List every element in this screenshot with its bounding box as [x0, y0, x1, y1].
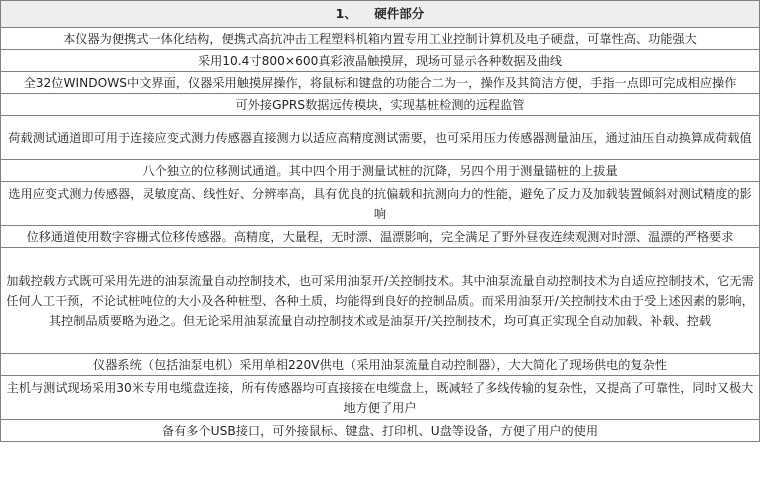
spec-cell: 本仪器为便携式一体化结构，便携式高抗冲击工程塑料机箱内置专用工业控制计算机及电子硬盘，可靠性高、功能强大	[1, 28, 760, 50]
spec-cell: 位移通道使用数字容栅式位移传感器。高精度，大量程，无时漂、温漂影响，完全满足了野外昼夜连续观测对时漂、温漂的严格要求	[1, 226, 760, 248]
spec-row	[1, 420, 760, 442]
section-header-row	[1, 1, 760, 28]
spec-row	[1, 116, 760, 160]
spec-cell: 加载控载方式既可采用先进的油泵流量自动控制技术，也可采用油泵开/关控制技术。其中油泵流量自动控制技术为自适应控制技术，它无需任何人工干预，不论试桩吨位的大小及各种桩型、各种土质，均能得到良好的控制品质。而采用油泵开/关控制技术由于受上述因素的影响，其控制品质要略为逊之。但无论采用油泵流量自动控制技术或是油泵开/关控制技术，均可真正实现全自动加载、补载、控载	[1, 248, 760, 354]
spec-cell: 荷载测试通道即可用于连接应变式测力传感器直接测力以适应高精度测试需要，也可采用压力传感器测量油压，通过油压自动换算成荷载值	[1, 116, 760, 160]
spec-row	[1, 50, 760, 72]
spec-cell: 主机与测试现场采用30米专用电缆盘连接，所有传感器均可直接接在电缆盘上，既减轻了多线传输的复杂性，又提高了可靠性，同时又极大地方便了用户	[1, 376, 760, 420]
spec-row	[1, 72, 760, 94]
spec-cell: 备有多个USB接口，可外接鼠标、键盘、打印机、U盘等设备，方便了用户的使用	[1, 420, 760, 442]
section-number: 1、	[335, 6, 357, 21]
section-header-cell	[1, 1, 760, 28]
spec-row	[1, 248, 760, 354]
spec-cell: 仪器系统（包括油泵电机）采用单相220V供电（采用油泵流量自动控制器），大大简化了现场供电的复杂性	[1, 354, 760, 376]
spec-row	[1, 376, 760, 420]
spec-row	[1, 354, 760, 376]
spec-row	[1, 94, 760, 116]
spec-cell: 采用10.4寸800×600真彩液晶触摸屏，现场可显示各种数据及曲线	[1, 50, 760, 72]
spec-row	[1, 28, 760, 50]
spec-cell: 全32位WINDOWS中文界面，仪器采用触摸屏操作，将鼠标和键盘的功能合二为一，操作及其简洁方便，手指一点即可完成相应操作	[1, 72, 760, 94]
section-title: 硬件部分	[374, 6, 425, 21]
spec-cell: 八个独立的位移测试通道。其中四个用于测量试桩的沉降，另四个用于测量锚桩的上拔量	[1, 160, 760, 182]
spec-row	[1, 160, 760, 182]
spec-cell: 可外接GPRS数据远传模块，实现基桩检测的远程监管	[1, 94, 760, 116]
spec-cell: 选用应变式测力传感器，灵敏度高、线性好、分辨率高，具有优良的抗偏载和抗测向力的性能，避免了反力及加载装置倾斜对测试精度的影响	[1, 182, 760, 226]
spec-row	[1, 182, 760, 226]
spec-row	[1, 226, 760, 248]
